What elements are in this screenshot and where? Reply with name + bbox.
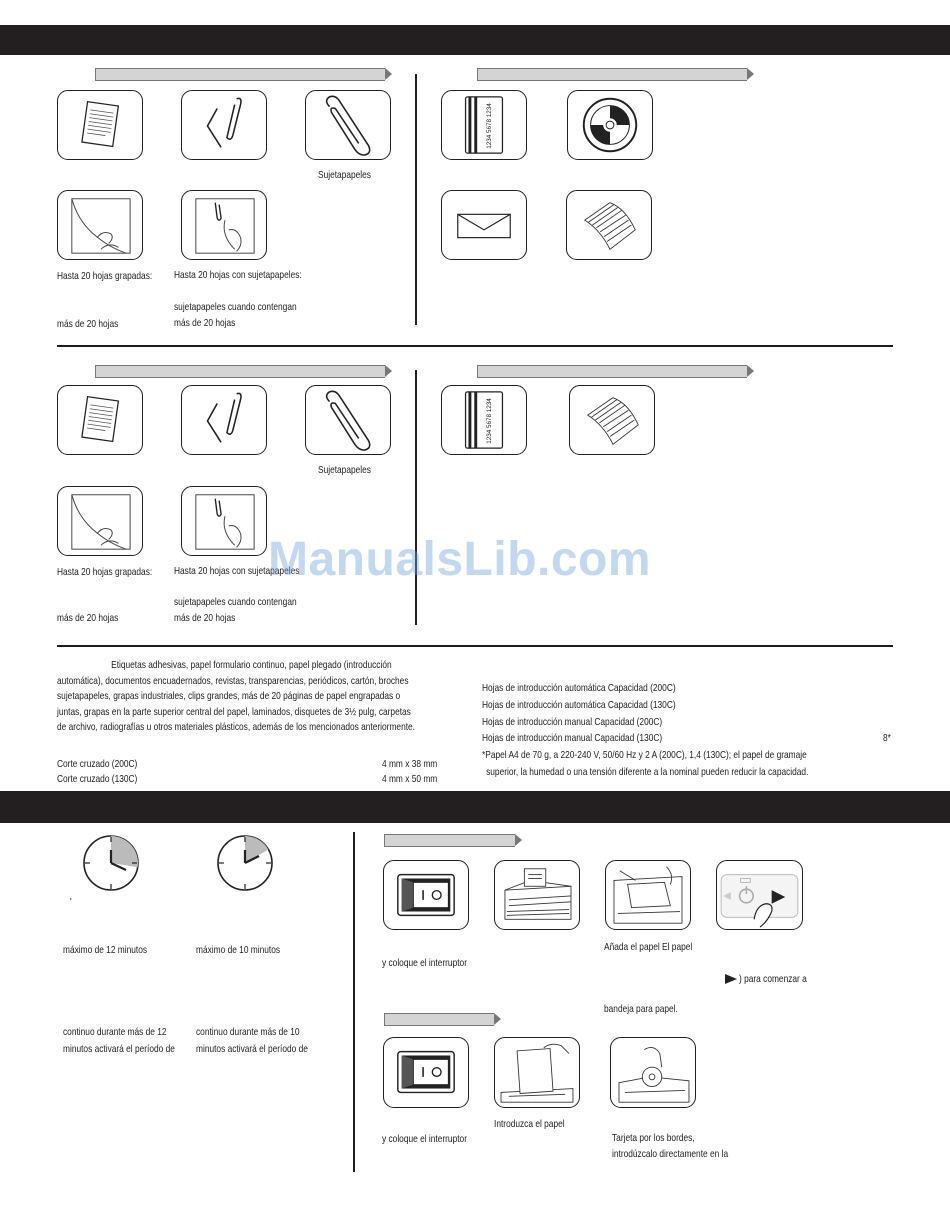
clock-icon	[82, 834, 140, 892]
capacity-row-1: Hojas de introducción automática Capacidad (200C)	[482, 683, 676, 694]
clip-text: Hasta 20 hojas con sujetapapeles	[174, 566, 300, 577]
card-number: 1234 5678 1234	[485, 103, 493, 149]
section-b-left-heading-bar	[95, 365, 385, 378]
shredder-icon	[494, 860, 580, 930]
restrictions-line-5: de archivo, radiografías u otros materiales plásticos, además de los mencionados anteriormente.	[57, 722, 416, 733]
cut-row-2-value: 4 mm x 50 mm	[382, 774, 438, 785]
clip-note-2: más de 20 hojas	[174, 318, 236, 329]
capacity-note-1: *Papel A4 de 70 g, a 220-240 V, 50/60 Hz y 2 A (200C), 1,4 (130C); el papel de gramaje	[482, 750, 807, 762]
header-bar	[0, 25, 950, 55]
clipped-sheets-illustration	[181, 486, 267, 556]
envelope-icon	[441, 190, 527, 260]
staple-icon	[181, 385, 267, 455]
paperclip-icon	[305, 90, 391, 160]
clip-note-1: sujetapapeles cuando contengan	[174, 302, 297, 313]
operation-divider	[353, 832, 355, 1172]
restrictions-line-3: sujetapapeles, grapas industriales, clips grandes, más de 20 páginas de papel engrapadas o	[57, 691, 401, 702]
clock-1-note-2: minutos activará el período de	[63, 1044, 175, 1055]
clock-2-note-2: minutos activará el período de	[196, 1044, 308, 1055]
clip-text: Hasta 20 hojas con sujetapapeles:	[174, 270, 302, 281]
credit-card-icon	[441, 90, 527, 160]
credit-card-icon	[441, 385, 527, 455]
card-text-1: Tarjeta por los bordes,	[612, 1133, 695, 1144]
cd-icon	[567, 90, 653, 160]
small-mark: '	[70, 897, 72, 908]
staple-text: Hasta 20 hojas grapadas:	[57, 567, 153, 578]
paperclip-icon	[305, 385, 391, 455]
capacity-row-3: Hojas de introducción manual Capacidad (200C)	[482, 716, 663, 728]
insert-text: Introduzca el papel	[494, 1119, 565, 1130]
section-a-right-heading-bar	[477, 68, 747, 81]
switch-text-1: y coloque el interruptor	[382, 958, 467, 969]
cut-row-1-label: Corte cruzado (200C)	[57, 759, 138, 770]
operation-header-bar	[0, 791, 950, 823]
staple-text: Hasta 20 hojas grapadas:	[57, 271, 153, 282]
capacity-row-4: Hojas de introducción manual Capacidad (130C)	[482, 733, 663, 745]
staple-note: más de 20 hojas	[57, 319, 119, 330]
paperclip-label: Sujetapapeles	[318, 170, 371, 181]
card-number: 1234 5678 1234	[485, 398, 493, 444]
clip-note-1: sujetapapeles cuando contengan	[174, 597, 297, 608]
restrictions-line-1: Etiquetas adhesivas, papel formulario continuo, papel plegado (introducción	[111, 660, 392, 671]
shredder-icon	[605, 860, 691, 930]
clock-1-note-1: continuo durante más de 12	[63, 1027, 167, 1038]
play-icon	[724, 973, 738, 985]
clock-1-label: máximo de 12 minutos	[63, 945, 148, 956]
stapled-sheets-illustration	[57, 190, 143, 260]
capacity-value-4: 8*	[883, 733, 891, 744]
clock-2-label: máximo de 10 minutos	[196, 945, 281, 956]
section-a-divider	[415, 74, 417, 325]
restrictions-text	[57, 658, 459, 736]
insert-cd-illustration	[610, 1037, 696, 1108]
power-button-icon[interactable]	[716, 860, 803, 930]
watermark: ManualsLib.com	[268, 533, 652, 586]
start-text: ) para comenzar a	[739, 974, 807, 985]
clipped-sheets-illustration	[181, 190, 267, 260]
capacity-note-2: superior, la humedad o una tensión diferente a la nominal pueden reducir la capacidad.	[486, 766, 809, 778]
restrictions-line-2: automática), documentos encuadernados, revistas, transparencias, periódicos, cartón, broches	[57, 675, 409, 687]
capacity-row-2: Hojas de introducción automática Capacidad (130C)	[482, 699, 676, 711]
auto-feed-heading-bar	[384, 834, 515, 847]
tray-text: bandeja para papel.	[604, 1004, 678, 1015]
paperclip-label: Sujetapapeles	[318, 465, 371, 476]
section-b-right-heading-bar	[477, 365, 747, 378]
stapled-sheets-illustration	[57, 486, 143, 556]
card-text-2: introdúzcalo directamente en la	[612, 1149, 729, 1160]
folded-paper-icon	[566, 190, 652, 260]
clip-note-2: más de 20 hojas	[174, 613, 236, 624]
cut-row-2-label: Corte cruzado (130C)	[57, 774, 138, 785]
rocker-switch-icon	[383, 1037, 469, 1108]
restrictions-line-4: juntas, grapas en la parte superior central del papel, laminados, disquetes de 3½ pulg, carpetas	[57, 706, 411, 718]
capacity-text	[482, 681, 908, 782]
section-divider-2	[57, 645, 893, 647]
paper-sheet-icon	[57, 385, 143, 455]
switch-text-2: y coloque el interruptor	[382, 1134, 467, 1145]
insert-paper-illustration	[494, 1037, 580, 1108]
paper-sheet-icon	[57, 90, 143, 160]
section-a-left-heading-bar	[95, 68, 385, 81]
section-divider-1	[57, 345, 893, 347]
staple-icon	[181, 90, 267, 160]
paper-add-text: Añada el papel El papel	[604, 942, 693, 953]
clock-icon	[216, 834, 274, 892]
folded-paper-icon	[569, 385, 655, 455]
cut-row-1-value: 4 mm x 38 mm	[382, 759, 438, 770]
rocker-switch-icon	[383, 860, 469, 930]
staple-note: más de 20 hojas	[57, 613, 119, 624]
clock-2-note-1: continuo durante más de 10	[196, 1027, 300, 1038]
manual-feed-heading-bar	[384, 1013, 494, 1026]
